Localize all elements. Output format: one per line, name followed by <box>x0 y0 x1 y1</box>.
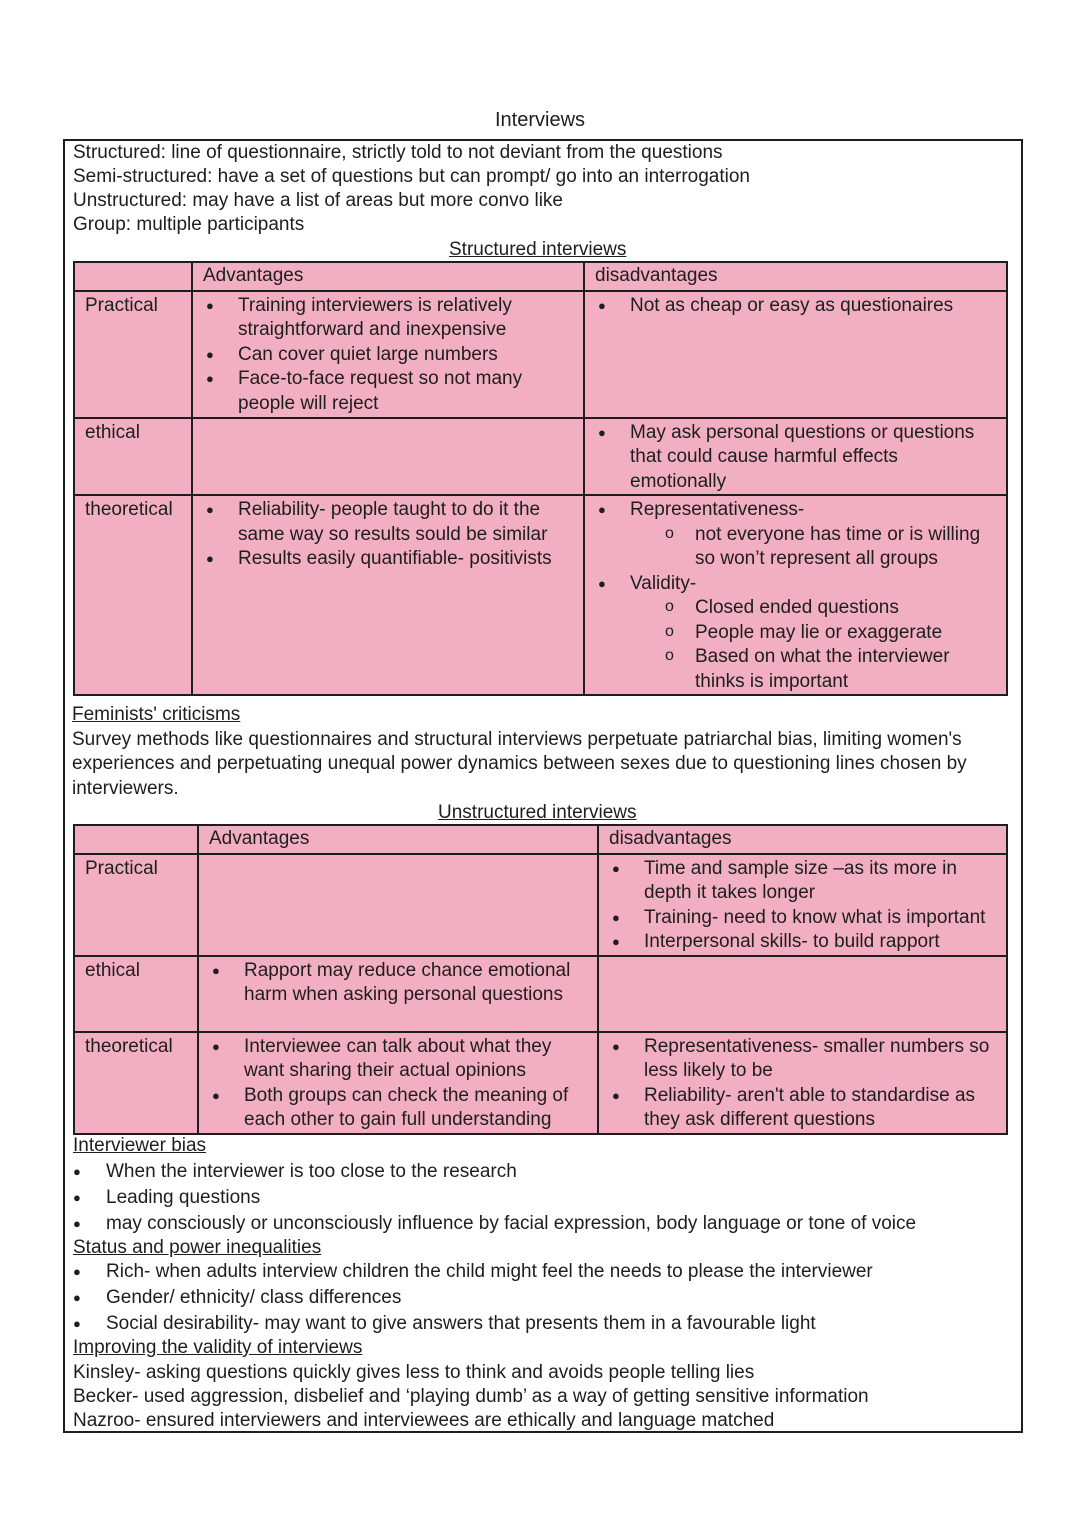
list-item: ● Reliability- people taught to do it the same way so results sould be similar <box>203 498 573 547</box>
list-item: ● Interviewee can talk about what they want sharing their actual opinions <box>209 1035 587 1084</box>
list-item: ● Training- need to know what is important <box>609 906 996 931</box>
definition-unstructured: Unstructured: may have a list of areas but more convo like <box>73 190 564 211</box>
header-advantages: Advantages <box>198 825 598 854</box>
list-item: ● may consciously or unconsciously influence by facial expression, body language or tone of voice <box>73 1211 916 1237</box>
theoretical-disadvantages <box>598 1032 1007 1134</box>
theoretical-disadvantages <box>584 495 1007 695</box>
list-item: ● Gender/ ethnicity/ class differences <box>73 1285 873 1311</box>
practical-advantages <box>192 291 584 418</box>
ethical-advantages <box>192 418 584 496</box>
validity-section <box>73 1336 869 1433</box>
status-power-section <box>73 1235 873 1337</box>
sub-list-item: o Based on what the interviewer thinks is important <box>595 645 996 694</box>
definition-semi-structured: Semi-structured: have a set of questions but can prompt/ go into an interrogation <box>73 166 750 187</box>
feminist-heading: Feminists' criticisms <box>72 704 241 725</box>
row-label-practical: Practical <box>74 854 198 956</box>
unstructured-table <box>73 824 1008 1135</box>
list-item: ● When the interviewer is too close to the research <box>73 1159 916 1185</box>
table-row <box>74 854 1007 956</box>
list-item: ● Reliability- aren't able to standardise as they ask different questions <box>609 1084 996 1133</box>
page-title: Interviews <box>494 109 586 131</box>
table-header-row <box>74 262 1007 291</box>
list-item: ● Rich- when adults interview children the child might feel the needs to please the interviewer <box>73 1259 873 1285</box>
validity-nazroo: Nazroo- ensured interviewers and interviewees are ethically and language matched <box>73 1409 775 1431</box>
list-item: ● Leading questions <box>73 1185 916 1211</box>
theoretical-advantages <box>192 495 584 695</box>
header-empty-cell <box>74 262 192 291</box>
validity-label: Validity- <box>630 572 697 594</box>
feminist-section <box>72 703 1017 801</box>
list-item: ● Results easily quantifiable- positivists <box>203 547 573 572</box>
row-label-practical: Practical <box>74 291 192 418</box>
feminist-text: Survey methods like questionnaires and structural interviews perpetuate patriarchal bias, limiting women's experiences and perpetuating unequal power dynamics between sexes due to questioning lines chosen by interviewers. <box>72 728 967 799</box>
list-item: ● Interpersonal skills- to build rapport <box>609 930 996 955</box>
structured-heading: Structured interviews <box>449 239 627 260</box>
interviewer-bias-section <box>73 1133 916 1237</box>
sub-list-item: o People may lie or exaggerate <box>595 621 996 646</box>
table-row <box>74 495 1007 695</box>
header-empty-cell <box>74 825 198 854</box>
list-item <box>595 498 996 572</box>
practical-disadvantages <box>598 854 1007 956</box>
unstructured-heading: Unstructured interviews <box>438 802 637 823</box>
list-item: ● Face-to-face request so not many people will reject <box>203 367 573 416</box>
header-disadvantages: disadvantages <box>584 262 1007 291</box>
row-label-ethical: ethical <box>74 956 198 1032</box>
list-item: ● Time and sample size –as its more in depth it takes longer <box>609 857 996 906</box>
practical-advantages <box>198 854 598 956</box>
sub-list-item: o Closed ended questions <box>595 596 996 621</box>
validity-becker: Becker- used aggression, disbelief and ‘playing dumb’ as a way of getting sensitive information <box>73 1385 869 1407</box>
table-row <box>74 291 1007 418</box>
table-row <box>74 956 1007 1032</box>
header-disadvantages: disadvantages <box>598 825 1007 854</box>
list-item: ● Both groups can check the meaning of each other to gain full understanding <box>209 1084 587 1133</box>
list-item: ● Not as cheap or easy as questionaires <box>595 294 996 319</box>
list-item: ● Training interviewers is relatively straightforward and inexpensive <box>203 294 573 343</box>
row-label-theoretical: theoretical <box>74 495 192 695</box>
row-label-theoretical: theoretical <box>74 1032 198 1134</box>
interview-types <box>73 141 750 237</box>
header-advantages: Advantages <box>192 262 584 291</box>
ethical-advantages <box>198 956 598 1032</box>
table-row <box>74 418 1007 496</box>
sub-list-item: o not everyone has time or is willing so won’t represent all groups <box>595 523 996 572</box>
ethical-disadvantages <box>598 956 1007 1032</box>
representativeness-label: Representativeness- <box>630 499 805 520</box>
list-item <box>595 572 996 695</box>
list-item: ● Representativeness- smaller numbers so less likely to be <box>609 1035 996 1084</box>
validity-heading: Improving the validity of interviews <box>73 1337 363 1358</box>
list-item: ● May ask personal questions or questions that could cause harmful effects emotionally <box>595 421 996 495</box>
validity-kinsley: Kinsley- asking questions quickly gives less to think and avoids people telling lies <box>73 1361 755 1383</box>
list-item: ● Social desirability- may want to give answers that presents them in a favourable light <box>73 1311 873 1337</box>
ethical-disadvantages <box>584 418 1007 496</box>
table-header-row <box>74 825 1007 854</box>
row-label-ethical: ethical <box>74 418 192 496</box>
status-power-heading: Status and power inequalities <box>73 1237 322 1258</box>
list-item: ● Rapport may reduce chance emotional harm when asking personal questions <box>209 959 587 1008</box>
practical-disadvantages <box>584 291 1007 418</box>
table-row <box>74 1032 1007 1134</box>
list-item: ● Can cover quiet large numbers <box>203 343 573 368</box>
definition-structured: Structured: line of questionnaire, strictly told to not deviant from the questions <box>73 142 723 163</box>
theoretical-advantages <box>198 1032 598 1134</box>
structured-table <box>73 261 1008 696</box>
definition-group: Group: multiple participants <box>73 214 305 235</box>
interviewer-bias-heading: Interviewer bias <box>73 1135 207 1156</box>
